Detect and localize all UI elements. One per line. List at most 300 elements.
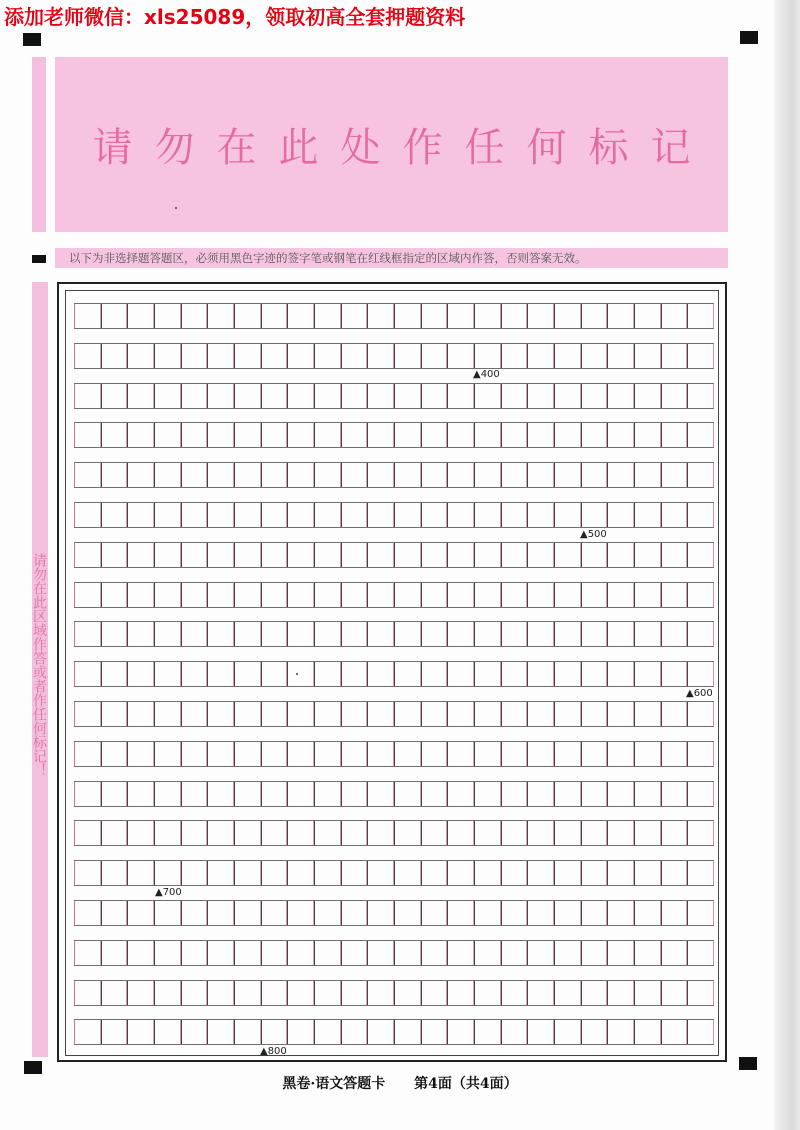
grid-cell[interactable] (501, 901, 528, 925)
grid-cell[interactable] (154, 622, 181, 646)
grid-cell[interactable] (74, 861, 101, 885)
grid-cell[interactable] (287, 1020, 314, 1044)
grid-cell[interactable] (154, 662, 181, 686)
grid-cell[interactable] (74, 384, 101, 408)
grid-cell[interactable] (181, 503, 208, 527)
grid-cell[interactable] (154, 344, 181, 368)
grid-cell[interactable] (421, 344, 448, 368)
grid-cell[interactable] (634, 503, 661, 527)
grid-cell[interactable] (127, 861, 154, 885)
grid-cell[interactable] (474, 981, 501, 1005)
grid-cell[interactable] (367, 622, 394, 646)
grid-cell[interactable] (101, 941, 128, 965)
grid-cell[interactable] (314, 901, 341, 925)
grid-cell[interactable] (394, 543, 421, 567)
grid-row[interactable] (74, 422, 714, 448)
grid-cell[interactable] (261, 304, 288, 328)
grid-cell[interactable] (154, 1020, 181, 1044)
grid-cell[interactable] (74, 941, 101, 965)
grid-cell[interactable] (154, 861, 181, 885)
grid-cell[interactable] (154, 941, 181, 965)
grid-cell[interactable] (581, 861, 608, 885)
grid-cell[interactable] (447, 304, 474, 328)
grid-cell[interactable] (207, 622, 234, 646)
grid-cell[interactable] (634, 782, 661, 806)
grid-cell[interactable] (501, 821, 528, 845)
grid-cell[interactable] (421, 543, 448, 567)
grid-cell[interactable] (261, 583, 288, 607)
grid-cell[interactable] (234, 344, 261, 368)
grid-cell[interactable] (127, 543, 154, 567)
grid-cell[interactable] (394, 344, 421, 368)
grid-cell[interactable] (527, 304, 554, 328)
grid-cell[interactable] (234, 423, 261, 447)
grid-cell[interactable] (101, 503, 128, 527)
grid-cell[interactable] (527, 821, 554, 845)
grid-cell[interactable] (127, 821, 154, 845)
grid-cell[interactable] (314, 662, 341, 686)
grid-cell[interactable] (421, 742, 448, 766)
grid-cell[interactable] (127, 423, 154, 447)
grid-cell[interactable] (181, 702, 208, 726)
grid-cell[interactable] (447, 702, 474, 726)
grid-cell[interactable] (341, 1020, 368, 1044)
grid-cell[interactable] (367, 861, 394, 885)
grid-row[interactable] (74, 900, 714, 926)
grid-cell[interactable] (127, 463, 154, 487)
grid-cell[interactable] (101, 304, 128, 328)
grid-cell[interactable] (501, 423, 528, 447)
grid-cell[interactable] (181, 622, 208, 646)
grid-cell[interactable] (101, 583, 128, 607)
grid-cell[interactable] (154, 503, 181, 527)
grid-cell[interactable] (314, 463, 341, 487)
grid-cell[interactable] (661, 702, 688, 726)
grid-cell[interactable] (314, 821, 341, 845)
grid-cell[interactable] (501, 503, 528, 527)
grid-cell[interactable] (261, 503, 288, 527)
grid-cell[interactable] (207, 702, 234, 726)
grid-cell[interactable] (261, 782, 288, 806)
grid-cell[interactable] (314, 782, 341, 806)
grid-cell[interactable] (447, 941, 474, 965)
grid-cell[interactable] (581, 821, 608, 845)
grid-cell[interactable] (634, 702, 661, 726)
grid-cell[interactable] (474, 1020, 501, 1044)
grid-cell[interactable] (421, 941, 448, 965)
grid-cell[interactable] (181, 463, 208, 487)
grid-cell[interactable] (181, 861, 208, 885)
grid-cell[interactable] (527, 662, 554, 686)
grid-cell[interactable] (207, 463, 234, 487)
grid-cell[interactable] (474, 503, 501, 527)
grid-cell[interactable] (634, 861, 661, 885)
grid-cell[interactable] (527, 742, 554, 766)
grid-cell[interactable] (554, 941, 581, 965)
grid-cell[interactable] (634, 941, 661, 965)
grid-cell[interactable] (207, 821, 234, 845)
grid-cell[interactable] (314, 503, 341, 527)
grid-cell[interactable] (261, 1020, 288, 1044)
grid-cell[interactable] (634, 981, 661, 1005)
grid-row[interactable] (74, 1019, 714, 1045)
grid-cell[interactable] (501, 1020, 528, 1044)
grid-cell[interactable] (367, 981, 394, 1005)
grid-cell[interactable] (127, 702, 154, 726)
grid-cell[interactable] (234, 702, 261, 726)
grid-cell[interactable] (341, 941, 368, 965)
grid-cell[interactable] (581, 622, 608, 646)
grid-cell[interactable] (394, 901, 421, 925)
grid-row[interactable] (74, 542, 714, 568)
grid-cell[interactable] (581, 981, 608, 1005)
grid-cell[interactable] (527, 583, 554, 607)
grid-cell[interactable] (287, 941, 314, 965)
grid-cell[interactable] (687, 304, 714, 328)
grid-cell[interactable] (607, 384, 634, 408)
grid-cell[interactable] (634, 583, 661, 607)
grid-cell[interactable] (367, 463, 394, 487)
grid-cell[interactable] (367, 941, 394, 965)
grid-cell[interactable] (261, 981, 288, 1005)
grid-cell[interactable] (447, 782, 474, 806)
grid-cell[interactable] (394, 463, 421, 487)
grid-cell[interactable] (341, 702, 368, 726)
grid-cell[interactable] (314, 742, 341, 766)
grid-cell[interactable] (101, 543, 128, 567)
grid-cell[interactable] (634, 344, 661, 368)
grid-cell[interactable] (501, 702, 528, 726)
grid-cell[interactable] (634, 304, 661, 328)
grid-cell[interactable] (181, 981, 208, 1005)
grid-cell[interactable] (501, 583, 528, 607)
grid-cell[interactable] (661, 622, 688, 646)
grid-cell[interactable] (554, 821, 581, 845)
grid-cell[interactable] (581, 782, 608, 806)
grid-cell[interactable] (287, 384, 314, 408)
grid-cell[interactable] (234, 941, 261, 965)
grid-cell[interactable] (261, 384, 288, 408)
grid-cell[interactable] (207, 861, 234, 885)
grid-cell[interactable] (687, 702, 714, 726)
grid-cell[interactable] (607, 1020, 634, 1044)
grid-cell[interactable] (181, 662, 208, 686)
grid-cell[interactable] (74, 1020, 101, 1044)
grid-cell[interactable] (181, 304, 208, 328)
grid-cell[interactable] (181, 384, 208, 408)
grid-cell[interactable] (101, 622, 128, 646)
grid-cell[interactable] (421, 384, 448, 408)
grid-cell[interactable] (554, 782, 581, 806)
grid-cell[interactable] (634, 423, 661, 447)
grid-cell[interactable] (394, 503, 421, 527)
grid-cell[interactable] (181, 742, 208, 766)
grid-cell[interactable] (367, 503, 394, 527)
grid-cell[interactable] (154, 901, 181, 925)
grid-cell[interactable] (261, 622, 288, 646)
grid-cell[interactable] (394, 702, 421, 726)
grid-cell[interactable] (474, 702, 501, 726)
grid-cell[interactable] (207, 941, 234, 965)
grid-cell[interactable] (101, 423, 128, 447)
grid-cell[interactable] (287, 304, 314, 328)
grid-cell[interactable] (607, 901, 634, 925)
grid-row[interactable] (74, 781, 714, 807)
grid-cell[interactable] (181, 941, 208, 965)
grid-cell[interactable] (527, 941, 554, 965)
grid-cell[interactable] (234, 463, 261, 487)
grid-cell[interactable] (341, 503, 368, 527)
grid-cell[interactable] (447, 1020, 474, 1044)
grid-cell[interactable] (287, 662, 314, 686)
grid-cell[interactable] (127, 981, 154, 1005)
grid-cell[interactable] (394, 622, 421, 646)
grid-cell[interactable] (501, 384, 528, 408)
grid-cell[interactable] (261, 861, 288, 885)
grid-cell[interactable] (581, 662, 608, 686)
grid-cell[interactable] (394, 1020, 421, 1044)
grid-cell[interactable] (74, 423, 101, 447)
grid-cell[interactable] (661, 304, 688, 328)
grid-cell[interactable] (607, 583, 634, 607)
grid-cell[interactable] (367, 901, 394, 925)
grid-cell[interactable] (234, 981, 261, 1005)
grid-cell[interactable] (394, 304, 421, 328)
grid-cell[interactable] (501, 304, 528, 328)
grid-cell[interactable] (581, 304, 608, 328)
grid-cell[interactable] (287, 981, 314, 1005)
grid-cell[interactable] (527, 503, 554, 527)
grid-cell[interactable] (581, 423, 608, 447)
grid-cell[interactable] (74, 702, 101, 726)
grid-cell[interactable] (287, 583, 314, 607)
grid-cell[interactable] (554, 901, 581, 925)
grid-cell[interactable] (581, 543, 608, 567)
grid-cell[interactable] (394, 662, 421, 686)
grid-cell[interactable] (101, 861, 128, 885)
grid-cell[interactable] (234, 662, 261, 686)
grid-cell[interactable] (314, 981, 341, 1005)
grid-cell[interactable] (687, 1020, 714, 1044)
grid-cell[interactable] (101, 662, 128, 686)
grid-cell[interactable] (554, 662, 581, 686)
grid-cell[interactable] (74, 583, 101, 607)
grid-cell[interactable] (607, 702, 634, 726)
grid-cell[interactable] (127, 1020, 154, 1044)
grid-cell[interactable] (447, 821, 474, 845)
grid-cell[interactable] (287, 503, 314, 527)
grid-cell[interactable] (127, 304, 154, 328)
grid-cell[interactable] (207, 782, 234, 806)
grid-cell[interactable] (607, 981, 634, 1005)
grid-cell[interactable] (501, 861, 528, 885)
grid-cell[interactable] (101, 344, 128, 368)
grid-cell[interactable] (181, 901, 208, 925)
grid-cell[interactable] (234, 583, 261, 607)
grid-cell[interactable] (581, 941, 608, 965)
grid-cell[interactable] (314, 423, 341, 447)
grid-cell[interactable] (474, 941, 501, 965)
grid-cell[interactable] (421, 782, 448, 806)
grid-cell[interactable] (101, 782, 128, 806)
grid-row[interactable] (74, 462, 714, 488)
grid-cell[interactable] (527, 423, 554, 447)
grid-cell[interactable] (527, 1020, 554, 1044)
grid-cell[interactable] (474, 901, 501, 925)
grid-cell[interactable] (394, 782, 421, 806)
grid-cell[interactable] (74, 622, 101, 646)
grid-cell[interactable] (341, 662, 368, 686)
grid-cell[interactable] (661, 742, 688, 766)
grid-cell[interactable] (287, 901, 314, 925)
grid-cell[interactable] (101, 742, 128, 766)
grid-cell[interactable] (661, 901, 688, 925)
grid-cell[interactable] (421, 861, 448, 885)
grid-cell[interactable] (101, 384, 128, 408)
grid-cell[interactable] (474, 463, 501, 487)
grid-cell[interactable] (341, 384, 368, 408)
grid-cell[interactable] (394, 981, 421, 1005)
grid-cell[interactable] (154, 583, 181, 607)
grid-cell[interactable] (287, 742, 314, 766)
grid-cell[interactable] (367, 662, 394, 686)
grid-cell[interactable] (74, 463, 101, 487)
grid-cell[interactable] (527, 622, 554, 646)
grid-cell[interactable] (474, 861, 501, 885)
grid-cell[interactable] (314, 702, 341, 726)
grid-cell[interactable] (207, 662, 234, 686)
grid-cell[interactable] (287, 543, 314, 567)
grid-cell[interactable] (261, 821, 288, 845)
grid-cell[interactable] (101, 901, 128, 925)
grid-cell[interactable] (74, 503, 101, 527)
grid-cell[interactable] (234, 742, 261, 766)
grid-cell[interactable] (341, 901, 368, 925)
grid-cell[interactable] (607, 344, 634, 368)
grid-cell[interactable] (581, 384, 608, 408)
grid-cell[interactable] (261, 901, 288, 925)
grid-cell[interactable] (394, 821, 421, 845)
grid-cell[interactable] (367, 702, 394, 726)
grid-cell[interactable] (554, 503, 581, 527)
grid-cell[interactable] (501, 981, 528, 1005)
grid-cell[interactable] (314, 1020, 341, 1044)
grid-cell[interactable] (661, 583, 688, 607)
grid-cell[interactable] (394, 742, 421, 766)
grid-cell[interactable] (687, 622, 714, 646)
grid-cell[interactable] (234, 861, 261, 885)
grid-cell[interactable] (554, 384, 581, 408)
grid-cell[interactable] (607, 742, 634, 766)
grid-cell[interactable] (474, 423, 501, 447)
grid-cell[interactable] (314, 344, 341, 368)
grid-cell[interactable] (447, 344, 474, 368)
grid-cell[interactable] (554, 304, 581, 328)
grid-cell[interactable] (394, 384, 421, 408)
grid-cell[interactable] (554, 463, 581, 487)
grid-row[interactable] (74, 980, 714, 1006)
grid-cell[interactable] (581, 503, 608, 527)
grid-cell[interactable] (127, 503, 154, 527)
grid-row[interactable] (74, 621, 714, 647)
grid-cell[interactable] (607, 821, 634, 845)
grid-cell[interactable] (261, 742, 288, 766)
grid-cell[interactable] (421, 463, 448, 487)
grid-cell[interactable] (261, 941, 288, 965)
grid-cell[interactable] (74, 901, 101, 925)
grid-cell[interactable] (447, 662, 474, 686)
grid-cell[interactable] (207, 543, 234, 567)
grid-cell[interactable] (101, 463, 128, 487)
grid-cell[interactable] (154, 423, 181, 447)
grid-cell[interactable] (341, 782, 368, 806)
grid-cell[interactable] (234, 821, 261, 845)
grid-cell[interactable] (447, 861, 474, 885)
grid-cell[interactable] (367, 344, 394, 368)
grid-row[interactable] (74, 940, 714, 966)
grid-cell[interactable] (447, 742, 474, 766)
grid-cell[interactable] (127, 782, 154, 806)
grid-cell[interactable] (314, 622, 341, 646)
grid-cell[interactable] (607, 463, 634, 487)
grid-cell[interactable] (261, 662, 288, 686)
grid-cell[interactable] (447, 463, 474, 487)
grid-cell[interactable] (607, 782, 634, 806)
grid-cell[interactable] (287, 702, 314, 726)
grid-cell[interactable] (74, 981, 101, 1005)
grid-cell[interactable] (607, 861, 634, 885)
grid-cell[interactable] (581, 901, 608, 925)
grid-cell[interactable] (421, 821, 448, 845)
grid-cell[interactable] (554, 742, 581, 766)
grid-cell[interactable] (207, 344, 234, 368)
grid-cell[interactable] (554, 981, 581, 1005)
grid-cell[interactable] (687, 543, 714, 567)
grid-cell[interactable] (501, 463, 528, 487)
grid-cell[interactable] (127, 384, 154, 408)
grid-cell[interactable] (261, 344, 288, 368)
grid-cell[interactable] (687, 782, 714, 806)
grid-cell[interactable] (661, 1020, 688, 1044)
grid-row[interactable] (74, 860, 714, 886)
grid-cell[interactable] (501, 782, 528, 806)
grid-cell[interactable] (127, 622, 154, 646)
grid-cell[interactable] (527, 901, 554, 925)
grid-cell[interactable] (261, 543, 288, 567)
grid-cell[interactable] (74, 821, 101, 845)
grid-cell[interactable] (287, 622, 314, 646)
grid-cell[interactable] (687, 821, 714, 845)
grid-cell[interactable] (314, 861, 341, 885)
grid-cell[interactable] (314, 384, 341, 408)
grid-cell[interactable] (127, 344, 154, 368)
grid-cell[interactable] (687, 742, 714, 766)
grid-cell[interactable] (341, 344, 368, 368)
grid-cell[interactable] (447, 901, 474, 925)
grid-cell[interactable] (581, 1020, 608, 1044)
grid-cell[interactable] (101, 702, 128, 726)
grid-cell[interactable] (234, 384, 261, 408)
grid-cell[interactable] (234, 782, 261, 806)
grid-cell[interactable] (234, 622, 261, 646)
grid-cell[interactable] (581, 702, 608, 726)
grid-cell[interactable] (661, 344, 688, 368)
grid-cell[interactable] (261, 423, 288, 447)
grid-cell[interactable] (687, 384, 714, 408)
grid-cell[interactable] (394, 861, 421, 885)
grid-row[interactable] (74, 582, 714, 608)
grid-cell[interactable] (127, 901, 154, 925)
